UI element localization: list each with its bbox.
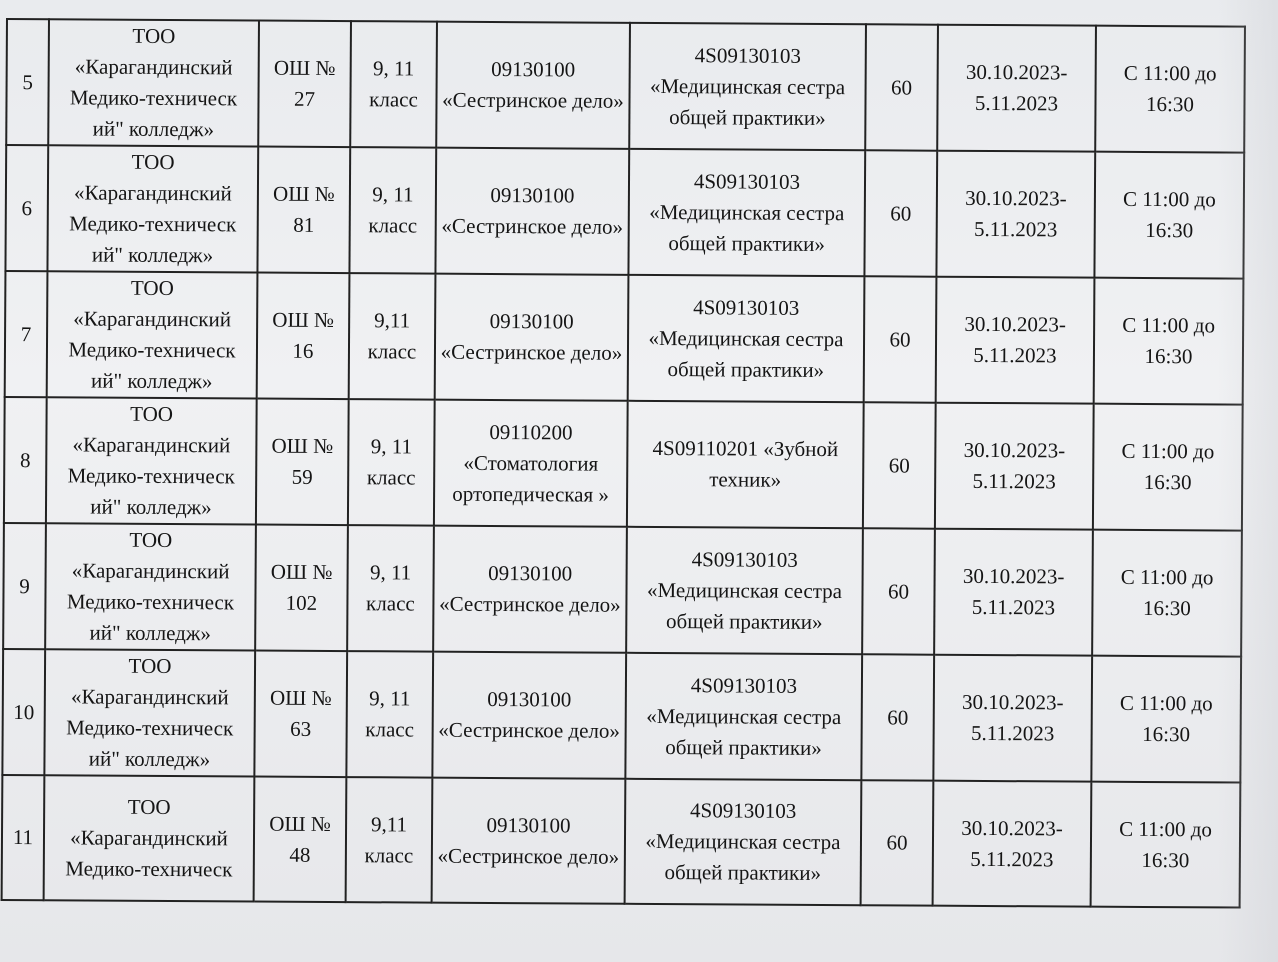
qualification-cell: 4S09130103 «Медицинская сестра общей практики»: [625, 653, 862, 780]
organization-line-1: ТОО: [127, 794, 171, 820]
count-cell: 60: [863, 402, 936, 528]
row-number: 7: [5, 271, 48, 397]
grade-cell: 9, 11 класс: [349, 147, 436, 274]
table-row: [3, 523, 1242, 657]
school-cell: ОШ № 81: [257, 147, 350, 274]
table-body: [2, 19, 1245, 908]
organization-line-4: ий" колледж»: [88, 746, 211, 772]
organization-cell: [44, 775, 255, 901]
organization-line-4: ий" колледж»: [92, 116, 215, 142]
organization-line-1: ТОО: [128, 653, 172, 679]
specialty-code: 09130100: [487, 686, 572, 712]
organization-line-3: Медико-техническ: [68, 337, 236, 363]
organization-line-2: «Карагандинский: [74, 180, 232, 206]
count-cell: 60: [862, 528, 935, 654]
organization-line-3: Медико-техническ: [67, 463, 235, 489]
count-cell: 60: [861, 654, 934, 780]
table-row: [2, 649, 1241, 783]
organization-line-3: Медико-техническ: [69, 211, 237, 237]
row-number: 11: [2, 775, 45, 900]
organization-line-2: «Карагандинский: [74, 54, 233, 80]
grade-cell: 9, 11 класс: [348, 399, 435, 526]
organization-line-2: «Карагандинский: [70, 684, 229, 710]
specialty-name: «Сестринское дело»: [439, 591, 621, 617]
organization-line-2: «Карагандинский: [70, 825, 228, 851]
organization-line-1: ТОО: [132, 23, 176, 49]
organization-line-2: «Карагандинский: [73, 306, 232, 332]
school-cell: ОШ № 63: [254, 651, 347, 778]
specialty-cell: [435, 148, 629, 275]
specialty-code: 09130100: [491, 56, 576, 82]
specialty-name: «Сестринское дело»: [437, 843, 620, 869]
school-cell: ОШ № 27: [258, 21, 351, 148]
organization-cell: [46, 397, 257, 524]
organization-cell: [48, 19, 259, 146]
grade-cell: 9,11 класс: [349, 273, 436, 400]
specialty-code: 09130100: [488, 560, 573, 586]
qualification-cell: 4S09130103 «Медицинская сестра общей практики»: [629, 23, 866, 150]
dates-cell: 30.10.2023-5.11.2023: [935, 403, 1094, 530]
organization-line-4: ий" колледж»: [89, 620, 211, 646]
specialty-name: «Стоматология ортопедическая »: [452, 450, 610, 507]
count-cell: 60: [864, 150, 937, 276]
organization-line-3: Медико-техническ: [65, 856, 233, 882]
qualification-cell: 4S09130103 «Медицинская сестра общей практики»: [625, 779, 862, 905]
specialty-name: «Сестринское дело»: [438, 717, 621, 743]
table-row: [5, 271, 1244, 405]
organization-line-3: Медико-техническ: [69, 85, 238, 111]
organization-line-3: Медико-техническ: [66, 715, 234, 741]
specialty-cell: [433, 526, 627, 653]
specialty-cell: [432, 652, 626, 779]
schedule-table: [1, 18, 1246, 909]
specialty-code: 09110200: [489, 419, 573, 444]
specialty-code: 09130100: [490, 182, 575, 208]
dates-cell: 30.10.2023-5.11.2023: [936, 277, 1095, 404]
specialty-cell: [432, 778, 626, 904]
qualification-cell: 4S09130103 «Медицинская сестра общей практики»: [628, 275, 865, 402]
time-cell: С 11:00 до 16:30: [1091, 656, 1241, 783]
dates-cell: 30.10.2023-5.11.2023: [934, 529, 1093, 656]
organization-line-2: «Карагандинский: [71, 558, 230, 584]
grade-cell: 9, 11 класс: [346, 651, 433, 778]
organization-cell: [47, 145, 258, 272]
specialty-cell: [435, 274, 629, 401]
organization-cell: [47, 271, 258, 398]
specialty-code: 09130100: [489, 308, 574, 334]
dates-cell: 30.10.2023-5.11.2023: [933, 781, 1092, 907]
dates-cell: 30.10.2023-5.11.2023: [937, 25, 1096, 152]
organization-line-3: Медико-техническ: [66, 589, 235, 615]
organization-cell: [45, 523, 256, 650]
qualification-cell: 4S09130103 «Медицинская сестра общей практики»: [628, 149, 865, 276]
specialty-name: «Сестринское дело»: [442, 87, 624, 113]
specialty-code: 09130100: [486, 812, 571, 837]
time-cell: С 11:00 до 16:30: [1094, 152, 1244, 279]
specialty-cell: [434, 400, 628, 527]
time-cell: С 11:00 до 16:30: [1091, 782, 1241, 908]
organization-line-4: ий" колледж»: [90, 494, 212, 520]
grade-cell: 9,11 класс: [346, 777, 433, 903]
organization-line-2: «Карагандинский: [72, 432, 231, 458]
dates-cell: 30.10.2023-5.11.2023: [936, 151, 1095, 278]
row-number: 5: [6, 19, 49, 145]
school-cell: ОШ № 48: [254, 777, 347, 903]
time-cell: С 11:00 до 16:30: [1093, 404, 1243, 531]
count-cell: 60: [864, 276, 937, 402]
time-cell: С 11:00 до 16:30: [1095, 26, 1245, 153]
organization-line-1: ТОО: [130, 401, 174, 427]
organization-line-1: ТОО: [131, 149, 175, 175]
school-cell: ОШ № 16: [257, 273, 350, 400]
count-cell: 60: [865, 24, 938, 150]
specialty-name: «Сестринское дело»: [440, 339, 623, 365]
qualification-cell: 4S09130103 «Медицинская сестра общей практики»: [626, 527, 863, 654]
row-number: 6: [5, 145, 48, 271]
row-number: 8: [4, 397, 47, 523]
grade-cell: 9, 11 класс: [347, 525, 434, 652]
table-row: [2, 775, 1241, 908]
row-number: 10: [2, 649, 45, 775]
school-cell: ОШ № 59: [256, 399, 349, 526]
organization-line-4: ий" колледж»: [91, 242, 214, 268]
table-row: [4, 397, 1243, 531]
organization-line-1: ТОО: [130, 275, 174, 301]
qualification-cell: 4S09110201 «Зубной техник»: [627, 401, 864, 528]
row-number: 9: [3, 523, 46, 649]
dates-cell: 30.10.2023-5.11.2023: [933, 655, 1092, 782]
specialty-name: «Сестринское дело»: [441, 213, 624, 239]
school-cell: ОШ № 102: [255, 525, 348, 652]
table-row: [5, 145, 1244, 279]
organization-cell: [44, 649, 255, 776]
organization-line-4: ий" колледж»: [91, 368, 213, 394]
count-cell: 60: [861, 780, 934, 905]
time-cell: С 11:00 до 16:30: [1094, 278, 1244, 405]
time-cell: С 11:00 до 16:30: [1092, 530, 1242, 657]
grade-cell: 9, 11 класс: [350, 21, 437, 148]
specialty-cell: [436, 22, 630, 149]
organization-line-1: ТОО: [129, 527, 173, 553]
table-row: [6, 19, 1245, 153]
